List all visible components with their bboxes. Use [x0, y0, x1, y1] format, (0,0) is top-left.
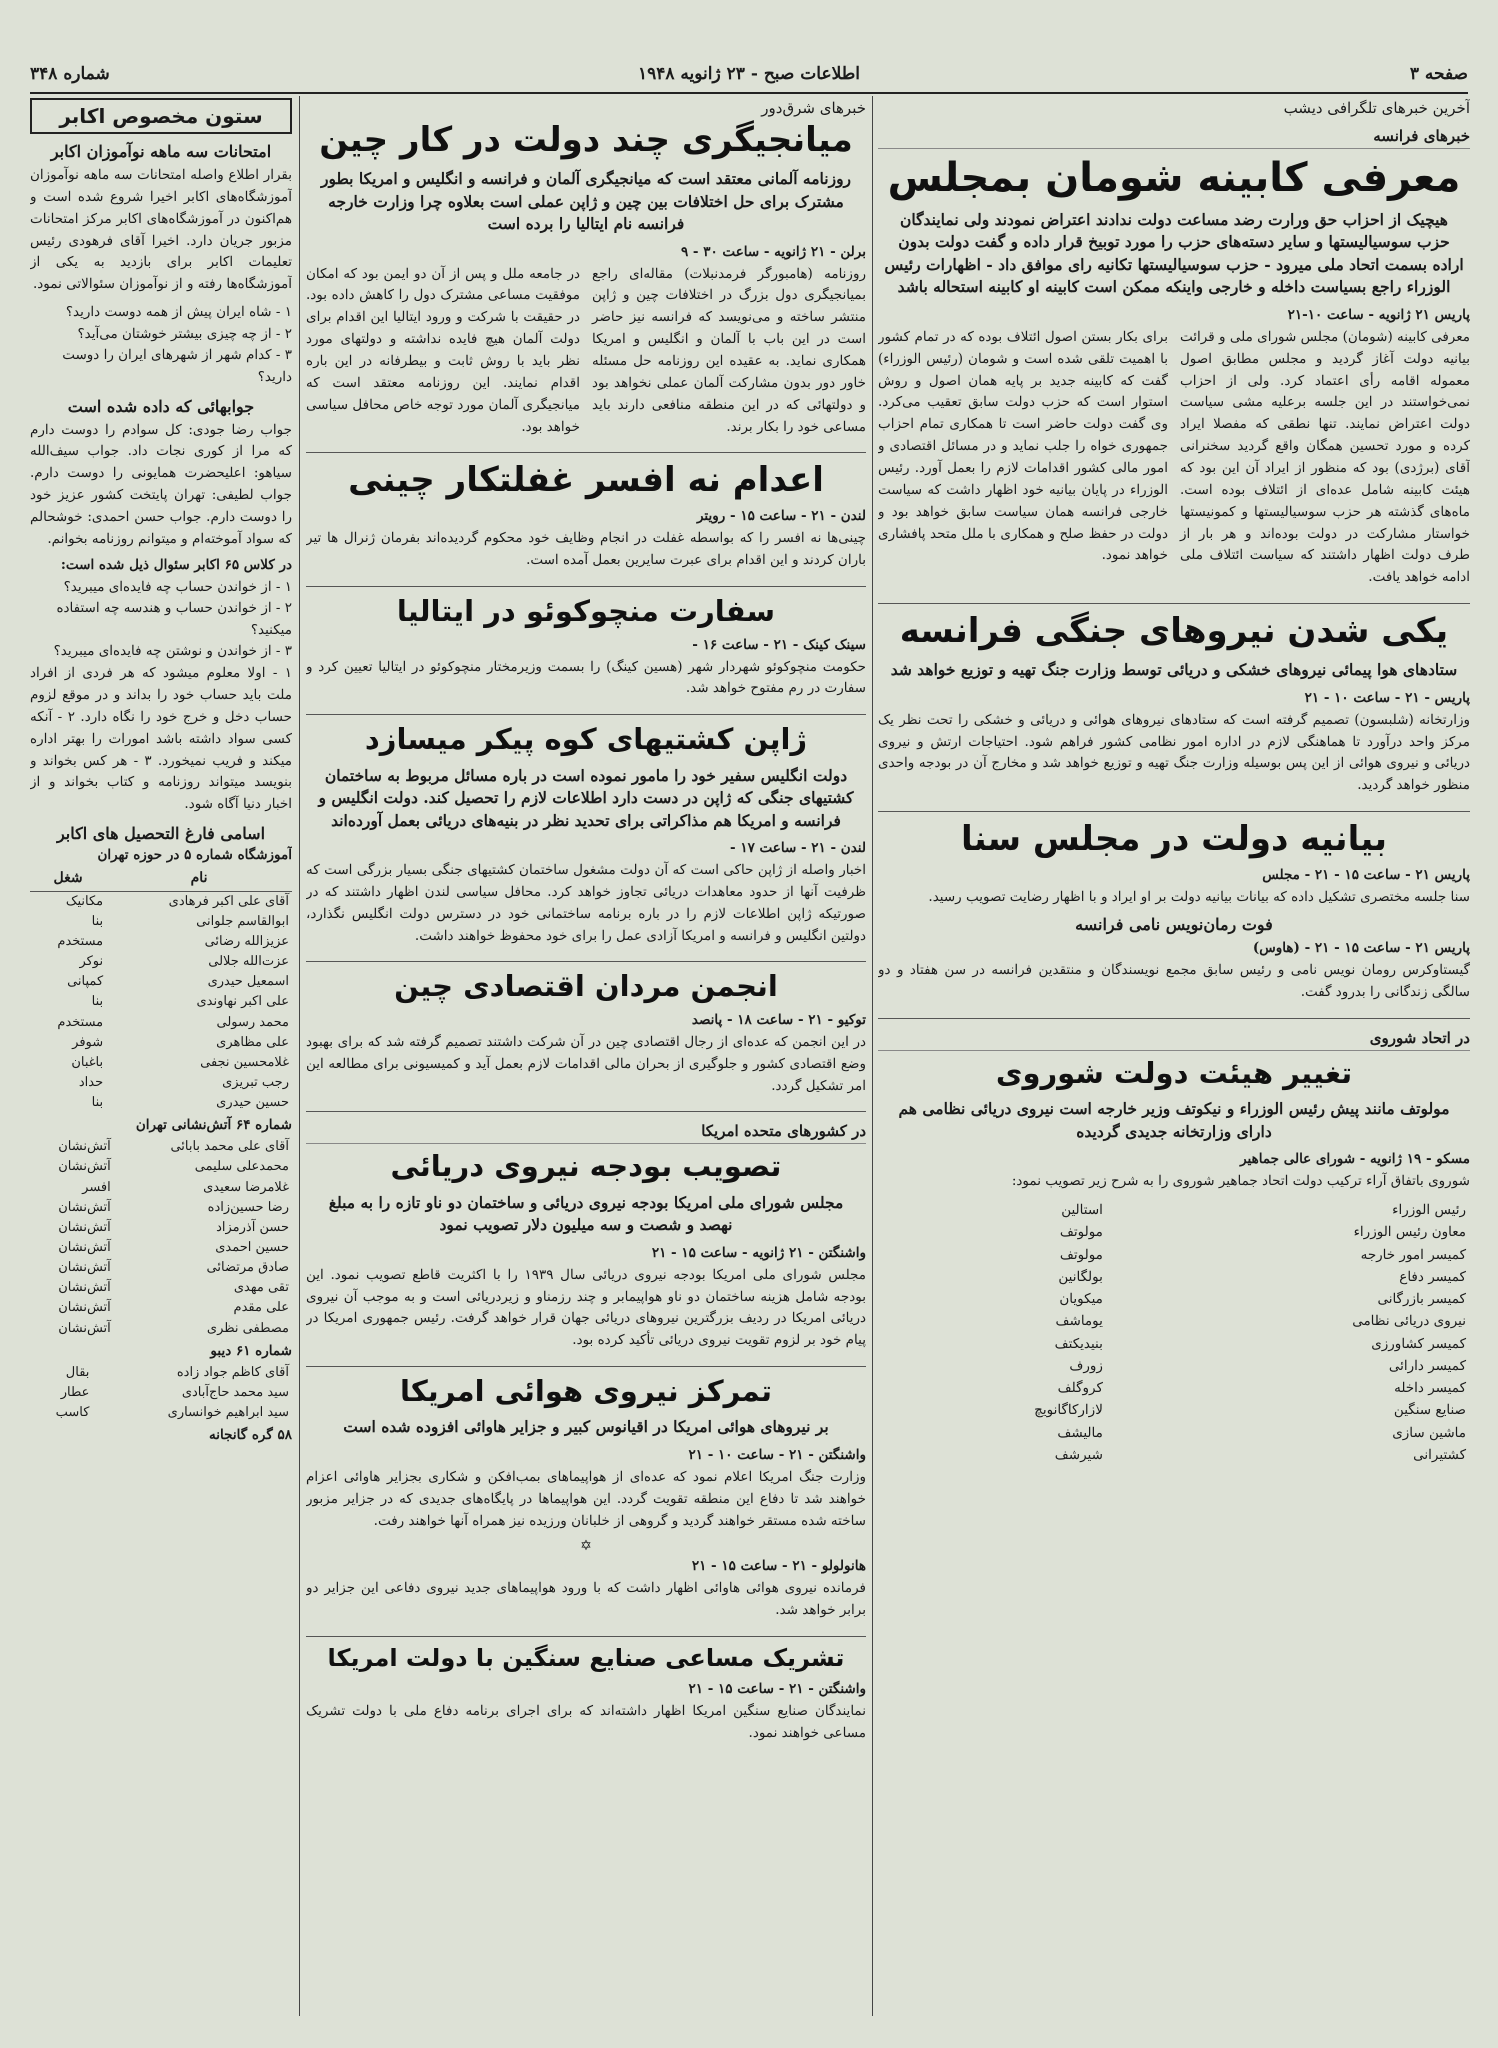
- deck: ستادهای هوا پیمائی نیروهای خشکی و دریائی توسط وزارت جنگ تهیه و توزیع خواهد شد: [890, 660, 1458, 680]
- headline: امتحانات سه ماهه نوآموزان اکابر: [50, 142, 272, 161]
- graduate-row-name: علی مقدم: [233, 1300, 289, 1316]
- graduate-row-name: غلامحسین نجفی: [200, 1054, 289, 1070]
- graduate-row-name: اسمعیل حیدری: [207, 974, 289, 990]
- list-item: ۳ - کدام شهر از شهرهای ایران را دوست دارید؟: [62, 347, 292, 385]
- headline: یکی شدن نیروهای جنگی فرانسه: [899, 611, 1449, 652]
- cabinet-row-name: مولوتف: [1059, 1246, 1103, 1263]
- graduate-row-name: آقای علی اکبر فرهادی: [168, 893, 289, 909]
- graduate-row: [30, 1053, 292, 1073]
- graduate-row-name: عزیزالله رضائی: [204, 934, 289, 950]
- graduates-table: [30, 867, 292, 1113]
- headline: تصویب بودجه نیروی دریائی: [390, 1149, 782, 1184]
- headline: اعدام نه افسر غفلتکار چینی: [348, 460, 824, 501]
- graduate-row: [30, 1073, 292, 1093]
- graduate-row-job: آتش‌نشان: [58, 1199, 111, 1215]
- dateline: لندن - ۲۱ - ساعت ۱۷ -: [730, 840, 866, 856]
- graduate-row-job: بقال: [65, 1364, 90, 1380]
- cabinet-row: [878, 1310, 1470, 1332]
- article-executed: [306, 461, 866, 587]
- article-body: وزارتخانه (شلبسون) تصمیم گرفته است که ستادهای نیروهای هوائی و دریائی و خشکی را تحت نظر یک مرکز واحد درآورد تا هماهنگی لازم در اداره امور نظامی کشور فراهم شود. احتیاجات ارتش و نیروی دریائی و نیروی هوائی از این پس بوسیله وزارت جنگ تهیه و توزیع خواهد شد و مخارج آن در بودجه واحدی منظور خواهد گردید.: [878, 711, 1470, 794]
- dateline: واشنگتن - ۲۱ ژانویه - ساعت ۱۵ - ۲۱: [651, 1244, 866, 1261]
- deck: مولوتف مانند پیش رئیس الوزراء و نیکوتف وزیر خارجه است نیروی دریائی نظامی هم دارای وزارتخانه جدیدی گردیده: [898, 1099, 1450, 1141]
- cabinet-row-post: صنایع سنگین: [1393, 1402, 1466, 1419]
- graduate-row: [30, 1298, 292, 1318]
- graduate-row: [30, 1157, 292, 1177]
- section-tag: در اتحاد شوروی: [878, 1029, 1470, 1051]
- dateline: شماره ۶۴ آتش‌نشانی تهران: [135, 1117, 292, 1134]
- deck: هیچیک از احزاب حق ورارت رضد مساعت دولت ندادند اعتراض نمودند ولی نمایندگان حزب سوسیالیستها و سایر دسته‌های حزب را مورد توبیخ قرار داده و گفت دولت بدون اراده بسمت اتحاد ملی میرود - حزب سوسیالیستها تکانیه رای موافق داد - اظهارات رئیس الوزراء راجع بسیاست داخله و خارجی واینکه ممکن است کابینه او کابینه استحاله باشد: [884, 210, 1464, 297]
- issue-date: اطلاعات صبح - ۲۳ ژانویه ۱۹۴۸: [637, 64, 860, 84]
- graduate-row-name: عزت‌الله جلالی: [208, 954, 289, 970]
- deck: دولت انگلیس سفیر خود را مامور نموده است در باره مسائل مربوط به ساختمان کشتیهای جنگی که ژاپن در دست دارد اطلاعات لازم را تحصیل کند. دولت انگلیس و فرانسه و امریکا هم مذاکراتی برای تحدید نظر در بنیه‌های دریائی بعمل آورده‌اند: [318, 765, 854, 830]
- headline: تمرکز نیروی هوائی امریکا: [400, 1374, 772, 1409]
- article-economists: [306, 970, 866, 1112]
- subheadline: جوابهائی که داده شده است: [67, 396, 255, 416]
- graduate-row: [30, 1383, 292, 1403]
- graduate-row-name: آقای علی محمد بابائی: [170, 1139, 289, 1155]
- two-column-body: [306, 264, 866, 445]
- cabinet-row-post: کشتیرانی: [1413, 1446, 1466, 1463]
- graduate-row-name: تقی مهدی: [233, 1280, 289, 1296]
- article-body: نمایندگان صنایع سنگین امریکا اظهار داشته‌اند که برای اجرای برنامه دفاع ملی با دولت تشریک مساعی خواهند نمود.: [306, 1702, 866, 1741]
- cabinet-row-name: شیرشف: [1054, 1446, 1103, 1463]
- headline: انجمن مردان اقتصادی چین: [394, 969, 778, 1004]
- dateline: پاریس ۲۱ - ساعت ۱۵ - ۲۱ - مجلس: [1262, 867, 1470, 884]
- graduate-row-name: آقای کاظم جواد زاده: [176, 1364, 289, 1380]
- article-body: جواب رضا جودی: کل سوادم را دوست دارم که مرا از کوری نجات داد. جواب سیف‌الله سیاهو: اعلیحضرت همایونی را دوست دارم. جواب لطیفی: تهران پایتخت کشور عزیز خود را دوست دارم. جواب حسن احمدی: خوشحالم که سواد آموخته‌ام و میتوانم روزنامه بخوانم.: [30, 421, 292, 547]
- graduate-row-job: آتش‌نشان: [58, 1159, 111, 1175]
- list-item: ۱ - از خواندن حساب چه فایده‌ای میبرید؟: [63, 578, 292, 595]
- article-body: مجلس شورای ملی امریکا بودجه نیروی دریائی سال ۱۹۳۹ را با اکثریت قاطع تصویب نمود. این بودجه شامل هزینه ساختمان دو ناو هواپیمابر و چند رزمناو و زیردریائی است و به موجب آن نیروی دریائی امریکا در ردیف بزرگترین نیروهای دریائی جهان قرار خواهد گرفت. رئیس جمهوری امریکا در پیام خود بر لزوم تقویت نیروی دریائی تأکید کرده بود.: [306, 1266, 866, 1349]
- article-body: چینی‌ها نه افسر را که بواسطه غفلت در انجام وظایف خود محکوم گردیده‌اند بفرمان ژنرال ها تیر باران کردند و این اقدام برای عبرت سایرین بعمل آمده است.: [306, 530, 866, 569]
- cabinet-row-name: لازارکاگانویچ: [1034, 1402, 1103, 1419]
- article-senate: [878, 820, 1470, 1019]
- dateline: واشنگتن - ۲۱ - ساعت ۱۵ - ۲۱: [688, 1680, 866, 1697]
- deck: مجلس شورای ملی امریکا بودجه نیروی دریائی و ساختمان دو ناو تازه را به مبلغ نهصد و شصت و سه میلیون دلار تصویب نمود: [328, 1192, 844, 1235]
- graduate-row: [30, 912, 292, 932]
- article-body: شوروی باتفاق آراء ترکیب دولت اتحاد جماهیر شوروی را به شرح زیر تصویب نمود:: [1011, 1173, 1470, 1190]
- subheadline: فوت رمان‌نویس نامی فرانسه: [1075, 915, 1273, 935]
- article-body: فرمانده نیروی هوائی هاوائی اظهار داشت که با ورود هواپیماهای جدید نیروی دفاعی این جزایر دو برابر خواهد شد.: [306, 1580, 866, 1619]
- two-column-body: [878, 327, 1470, 595]
- graduate-row: [30, 932, 292, 952]
- graduate-row: [30, 1013, 292, 1033]
- graduate-row-name: علی مظاهری: [216, 1034, 289, 1050]
- graduate-row-name: صادق مرتضائی: [206, 1260, 289, 1276]
- graduate-row-job: بنا: [91, 913, 104, 929]
- cabinet-row-name: زورف: [1069, 1357, 1103, 1374]
- cabinet-row: [878, 1288, 1470, 1310]
- graduate-row-name: محمدعلی سلیمی: [194, 1159, 289, 1175]
- graduate-row-name: رجب تبریزی: [222, 1075, 289, 1091]
- graduate-row-name: ابوالقاسم جلوانی: [196, 913, 289, 929]
- article-body: سنا جلسه مختصری تشکیل داده که بیانات بیانیه دولت بر او ایراد و با اظهار رضایت تصویب رسید.: [928, 889, 1470, 906]
- subheadline: اسامی فارغ التحصیل های اکابر: [56, 824, 266, 844]
- headline: بیانیه دولت در مجلس سنا: [961, 819, 1387, 860]
- cabinet-row-post: نیروی دریائی نظامی: [1352, 1313, 1466, 1330]
- column-header: نام: [106, 867, 292, 891]
- article-body: در این انجمن که عده‌ای از رجال اقتصادی چین در آن شرکت داشتند تصمیم گرفته شد که برای بهبود وضع اقتصادی کشور و جلوگیری از بحران مالی اقدامات لازم بعمل آید و کمیسیونی برای مطالعه این امر تشکیل گردد.: [306, 1033, 866, 1094]
- article-body: برای بکار بستن اصول ائتلاف بوده که در تمام کشور با اهمیت تلقی شده است و شومان (رئیس الوزراء) گفت که کابینه جدید بر پایه همان اصول و روش استوار است که حزب دولت سابق تعقیب می‌کرد. وی گفت دولت حاضر است تا همکاری تمام احزاب جمهوری خواه را جلب نماید و در مسائل اقتصادی و امور مالی کشور اقدامات لازم را بعمل آورد. رئیس الوزراء در پایان بیانیه خود اظهار داشت که سیاست خارجی فرانسه همان سیاست سابق خواهد بود و دولت در حفظ صلح و همکاری با ملل متحد پافشاری خواهد نمود.: [878, 328, 1168, 564]
- list-item: ۲ - از خواندن حساب و هندسه چه استفاده میکنید؟: [56, 600, 292, 638]
- graduate-row: [30, 1093, 292, 1113]
- deck: بر نیروهای هوائی امریکا در اقیانوس کبیر و جزایر هاوائی افزوده شده است: [343, 1417, 829, 1437]
- graduate-row-job: حداد: [78, 1075, 104, 1091]
- cabinet-row-name: استالین: [1061, 1202, 1103, 1218]
- graduate-row: [30, 1033, 292, 1053]
- headline: ژاپن کشتیهای کوه پیکر میسازد: [364, 722, 808, 757]
- cabinet-row-post: کمیسر امور خارجه: [1360, 1246, 1466, 1263]
- cabinet-row-name: مالیشف: [1057, 1424, 1103, 1441]
- graduate-row-name: سید ابراهیم خوانساری: [167, 1405, 289, 1420]
- headline: تغییر هیئت دولت شوروی: [995, 1055, 1353, 1090]
- kicker: آخرین خبرهای تلگرافی دیشب: [1283, 99, 1470, 117]
- graduate-row: [30, 1137, 292, 1157]
- graduate-row-job: نوکر: [79, 954, 104, 970]
- dateline: شماره ۶۱ دیبو: [210, 1342, 292, 1359]
- column-rule: [299, 96, 300, 2016]
- cabinet-row: [878, 1333, 1470, 1355]
- graduate-row: [30, 1218, 292, 1238]
- headline: میانجیگری چند دولت در کار چین: [319, 120, 853, 160]
- issue-number: شماره ۳۴۸: [30, 64, 110, 84]
- headline: معرفی کابینه شومان بمجلس: [887, 155, 1461, 201]
- graduate-row: [30, 992, 292, 1012]
- article-body: معرفی کابینه (شومان) مجلس شورای ملی و قرائت بیانیه دولت آغاز گردید و مجلس مطابق اصول معموله اقامه رأی اعتماد کرد. ولی از احزاب نمی‌خواستند در این جلسه برعلیه مشی سیاست دولت اعتراض نمایند. تنها نطقی که مفصلا ایراد کرده و مورد تحسین همگان واقع گردید سخنرانی آقای (برژدی) بود که منظور از ایراد آن این بود که هیئت کابینه شامل عده‌ای از ائتلاف بوده است. ماه‌های گذشته هر حزب سوسیالیستها و کمونیستها خواستار مشارکت در دولت بوده‌اند و هر بار از طرف دولت اظهار داشتند که سیاست ائتلاف ملی ادامه خواهد یافت.: [1180, 328, 1470, 586]
- dateline: پاریس - ۲۱ - ساعت ۱۰ - ۲۱: [1304, 689, 1470, 706]
- dateline: برلن - ۲۱ ژانویه - ساعت ۳۰ - ۹: [680, 243, 866, 260]
- column-header: شغل: [30, 867, 106, 891]
- graduate-row-name: محمد رسولی: [216, 1014, 289, 1030]
- graduate-row-name: علی اکبر نهاوندی: [196, 994, 289, 1010]
- star-icon: ✡: [580, 1538, 592, 1555]
- cabinet-row: [878, 1266, 1470, 1288]
- graduate-row-name: سید محمد حاج‌آبادی: [181, 1384, 289, 1400]
- column-rule: [872, 96, 873, 2016]
- cabinet-row: [878, 1399, 1470, 1421]
- graduate-row: [30, 891, 292, 912]
- list-item: ۳ - از خواندن و نوشتن چه فایده‌ای میبرید؟: [53, 643, 292, 660]
- deck: روزنامه آلمانی معتقد است که میانجیگری آلمان و فرانسه و انگلیس و امریکا بطور مشترک برای حل اختلافات بین چین و ژاپن عملی است بعلاوه چرا وزارت خارجه فرانسه نام ایتالیا را برده است: [320, 169, 852, 234]
- dateline: توکیو - ۲۱ - ساعت ۱۸ - پانصد: [691, 1011, 866, 1028]
- cabinet-row-post: معاون رئیس الوزراء: [1353, 1224, 1466, 1241]
- graduate-row-job: بنا: [91, 1095, 104, 1111]
- cabinet-list: [878, 1199, 1470, 1466]
- graduate-row-job: آتش‌نشان: [58, 1280, 111, 1296]
- cabinet-row: [878, 1377, 1470, 1399]
- masthead: [30, 58, 1468, 94]
- cabinet-row-post: کمیسر دارائی: [1388, 1357, 1466, 1374]
- article-forces: [878, 612, 1470, 812]
- question-list: [30, 577, 292, 663]
- graduate-row: [30, 1258, 292, 1278]
- graduate-row: [30, 1403, 292, 1423]
- article-heavy-industry: [306, 1645, 866, 1744]
- dateline: واشنگتن - ۲۱ - ساعت ۱۰ - ۲۱: [688, 1446, 866, 1463]
- cabinet-row: [878, 1244, 1470, 1266]
- article-navy-budget: [306, 1150, 866, 1367]
- graduates-table: [30, 1137, 292, 1338]
- graduate-row-name: حسین حیدری: [216, 1095, 289, 1111]
- graduate-row: [30, 952, 292, 972]
- article-ussr: [878, 1057, 1470, 1466]
- middle-column: [306, 96, 866, 2016]
- cabinet-row-name: بولگانین: [1058, 1268, 1103, 1285]
- graduate-row-job: عطار: [60, 1384, 90, 1400]
- footer-note: ۵۸ گره گانجانه: [209, 1427, 292, 1444]
- graduate-row-job: باغبان: [71, 1054, 104, 1070]
- graduate-row-job: آتش‌نشان: [58, 1300, 111, 1316]
- dateline: لندن - ۲۱ - ساعت ۱۵ - رویتر: [696, 508, 866, 525]
- graduate-row-job: آتش‌نشان: [58, 1139, 111, 1155]
- cabinet-row: [878, 1221, 1470, 1243]
- article-body: وزارت جنگ امریکا اعلام نمود که عده‌ای از هواپیماهای بمب‌افکن و شکاری بجزایر هاوائی اعزام خواهند شد تا دفاع این منطقه تقویت گردد. این هواپیماها در پایگاه‌های جدیدی که در جزایر مزبور ساخته شده مستقر خواهند گردید و گروهی از خلبانان ورزیده نیز همراه آنها خواهند رفت.: [306, 1468, 866, 1529]
- headline: تشریک مساعی صنایع سنگین با دولت امریکا: [327, 1644, 845, 1673]
- graduate-row-name: غلامرضا سعیدی: [203, 1179, 289, 1195]
- cabinet-row-post: کمیسر کشاورزی: [1371, 1335, 1466, 1352]
- graduate-row: [30, 1238, 292, 1258]
- cabinet-row: [878, 1199, 1470, 1221]
- cabinet-row-post: کمیسر دفاع: [1399, 1268, 1466, 1285]
- graduate-row: [30, 1319, 292, 1339]
- graduate-row-name: رضا حسین‌زاده: [207, 1199, 289, 1215]
- graduate-row-name: حسن آذرمزاد: [216, 1219, 289, 1235]
- graduate-row-job: آتش‌نشان: [58, 1219, 111, 1235]
- list-item: ۲ - از چه چیزی بیشتر خوشتان می‌آید؟: [77, 325, 292, 342]
- cabinet-row-post: ماشین سازی: [1392, 1424, 1466, 1441]
- dateline: مسکو - ۱۹ ژانویه - شورای عالی جماهیر: [1240, 1151, 1470, 1168]
- cabinet-row-name: یوماشف: [1055, 1313, 1103, 1330]
- cabinet-row-name: میکویان: [1059, 1291, 1103, 1307]
- graduate-row-job: آتش‌نشان: [58, 1260, 111, 1276]
- dateline: سینک کینک - ۲۱ - ساعت ۱۶ -: [692, 636, 866, 653]
- graduate-row-job: مکانیک: [65, 893, 104, 909]
- article-body: بقرار اطلاع واصله امتحانات سه ماهه نوآموزان آموزشگاه‌های اکابر اخیرا شروع شده است و هم‌اکنون در آموزشگاه‌های اکابر مرکز امتحانات مزبور جریان دارد. اخیرا آقای فرهودی رئیس تعلیمات اکابر برای بازدید به یکی از آموزشگاه‌ها رفته و از نوآموزان سئوالاتی نمود.: [30, 167, 292, 293]
- graduate-row-name: حسین احمدی: [215, 1240, 289, 1256]
- list-item: ۱ - شاه ایران پیش از همه دوست دارید؟: [65, 304, 292, 321]
- article-body: گیستاوکرس رومان نویس نامی و رئیس سابق مجمع نویسندگان و منتقدین فرانسه در سن هفتاد و دو سالگی زندگانی را بدرود گفت.: [878, 962, 1470, 1000]
- article-body: حکومت منچوکوئو شهردار شهر (هسین کینگ) را بسمت وزیرمختار منچوکوئو در ایتالیا تعیین کرد و سفارت در رم مفتوح خواهد شد.: [306, 658, 866, 697]
- article-cabinet: [878, 155, 1470, 604]
- cabinet-row-name: کروگلف: [1057, 1380, 1103, 1396]
- article-body: اخبار واصله از ژاپن حاکی است که آن دولت مشغول ساختمان کشتیهای جنگی بسیار بزرگی است که ظرفیت آنها از حدود معاهدات دریائی تجاوز خواهد کرد. محافل سیاسی لندن اظهار داشتند که در صورتیکه ژاپن اطلاعات لازم را در باره برنامه ساختمانی خود در دسترس دولت انگلیس نگذارد، دولتین انگلیس و فرانسه و امریکا آزادی عمل را برای خود محفوظ خواهند داشت.: [306, 862, 866, 944]
- cabinet-row: [878, 1355, 1470, 1377]
- question-list: [30, 302, 292, 388]
- cabinet-row-name: بنیدیکتف: [1054, 1335, 1103, 1352]
- graduate-row: [30, 1278, 292, 1298]
- dateline: پاریس ۲۱ ژانویه - ساعت ۱۰-۲۱: [1287, 306, 1470, 323]
- dateline: پاریس ۲۱ - ساعت ۱۵ - ۲۱ - (هاوس): [1252, 940, 1470, 957]
- graduate-row-job: شوفر: [72, 1034, 104, 1050]
- graduate-row: [30, 1363, 292, 1383]
- page-number: صفحه ۳: [1409, 64, 1468, 84]
- graduate-row-job: افسر: [82, 1179, 111, 1195]
- section-tag: خبرهای فرانسه: [878, 127, 1470, 149]
- cabinet-row: [878, 1444, 1470, 1466]
- graduate-row-job: مستخدم: [57, 1014, 104, 1030]
- graduate-row-job: مستخدم: [57, 934, 104, 950]
- cabinet-row-post: کمیسر داخله: [1394, 1380, 1466, 1396]
- cabinet-row: [878, 1422, 1470, 1444]
- article-air-concentration: [306, 1375, 866, 1637]
- article-body: در جامعه ملل و پس از آن دو ایمن بود که امکان موفقیت مساعی مشترک دول را کاهش داده بود. در حقیقت با شرکت و ورود ایتالیا این اقدام برای دولت آلمان هیچ فایده نداشته و دولتهای مورد نظر باید با روش ثابت و بیطرفانه در این باره اقدام نمایند. این روزنامه معتقد است که میانجیگری آلمان مورد توجه خاص محافل سیاسی خواهد بود.: [306, 265, 580, 435]
- graduates-table: [30, 1363, 292, 1423]
- section-tag: در کشورهای متحده امریکا: [306, 1122, 866, 1144]
- graduate-row-job: کاسب: [55, 1405, 90, 1420]
- graduate-row-job: کمپانی: [67, 974, 104, 990]
- right-column: [878, 96, 1470, 2016]
- class-note: در کلاس ۶۵ اکابر سئوال ذیل شده است:: [60, 556, 292, 573]
- graduate-row-job: آتش‌نشان: [58, 1240, 111, 1256]
- cabinet-row-post: کمیسر بازرگانی: [1377, 1291, 1466, 1307]
- cabinet-row-name: مولوتف: [1059, 1224, 1103, 1241]
- article-japan: [306, 723, 866, 962]
- graduate-row: [30, 1178, 292, 1198]
- headline: سفارت منچوکوئو در ایتالیا: [396, 594, 776, 629]
- dateline: آموزشگاه شماره ۵ در حوزه تهران: [97, 847, 292, 864]
- column-title: ستون مخصوص اکابر: [30, 98, 292, 134]
- article-manchukuo: [306, 595, 866, 715]
- graduate-row: [30, 1198, 292, 1218]
- article-body: ۱ - اولا معلوم میشود که هر فردی از افراد ملت باید حساب خود را بداند و در موقع لزوم حساب دخل و خرج خود را نگاه دارد. ۲ - آنکه کسی سواد داشته باشد امورات را بهتر اداره میکند و فریب نمیخورد. ۳ - هر کس بخواند و بنویسد میتواند روزنامه و کتاب بخواند و از اخبار دنیا آگاه شود.: [30, 665, 292, 813]
- left-column: [30, 96, 292, 2016]
- graduate-row-job: بنا: [91, 994, 104, 1010]
- article-body: روزنامه (هامبورگر فرمدنبلات) مقاله‌ای راجع بمیانجیگری دول بزرگ در اختلافات چین و ژاپن منتشر ساخته و می‌نویسد که فرانسه نیز حاضر است در این باب با آلمان و انگلیس و امریکا همکاری نماید. به عقیده این روزنامه حل مسئله خاور دور بدون مشارکت آلمان عملی نخواهد بود و دولتهائی که در این منطقه منافعی دارند باید مساعی خود را بکار برند.: [592, 265, 866, 435]
- dateline: هانولولو - ۲۱ - ساعت ۱۵ - ۲۱: [691, 1558, 866, 1575]
- cabinet-row-post: رئیس الوزراء: [1392, 1202, 1466, 1218]
- article-mediation: [306, 121, 866, 453]
- graduate-row: [30, 972, 292, 992]
- graduate-row-job: آتش‌نشان: [58, 1320, 111, 1336]
- kicker: خبرهای شرق‌دور: [761, 99, 866, 117]
- graduate-row-name: مصطفی نظری: [206, 1320, 289, 1336]
